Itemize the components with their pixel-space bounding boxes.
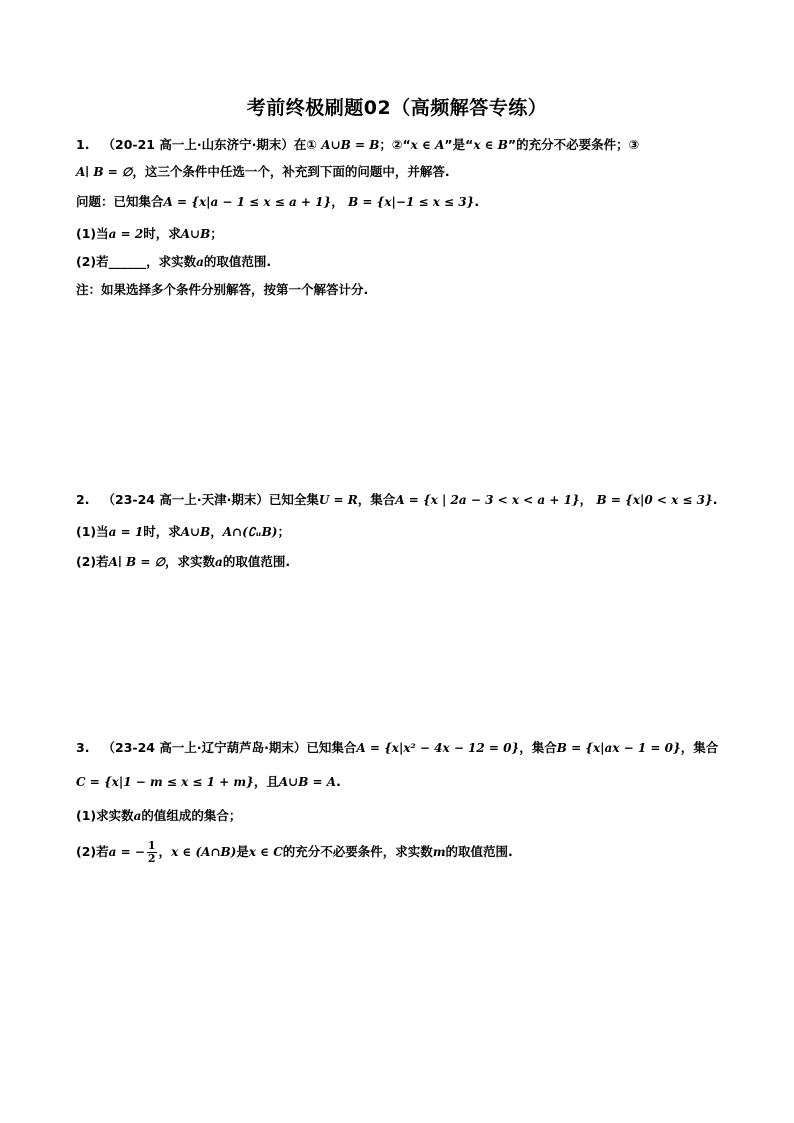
text: ，这三个条件中任选一个，补充到下面的问题中，并解答. <box>132 164 450 179</box>
text: 若 <box>96 554 109 569</box>
question-3-part-1 <box>76 806 716 826</box>
text: 当 <box>96 226 109 241</box>
text: ， <box>210 524 223 539</box>
math: B = {x|−1 ≤ x ≤ 3} <box>348 195 475 209</box>
math: C = {x|1 − m ≤ x ≤ 1 + m} <box>76 775 254 789</box>
question-2-part-2 <box>76 552 716 572</box>
question-1-note <box>76 280 716 300</box>
question-number: 2. <box>76 492 90 507</box>
text: 求实数 <box>96 808 134 823</box>
question-1-stem-line-1 <box>76 135 716 155</box>
text: 的取值范围. <box>445 844 513 859</box>
text: ； <box>277 524 290 539</box>
text: ，集合 <box>519 740 557 755</box>
part-label: (2) <box>76 844 97 859</box>
part-label: (2) <box>76 254 97 269</box>
question-number: 3. <box>76 740 90 755</box>
text: ， <box>579 492 593 507</box>
math: A∪B = B <box>321 138 380 152</box>
text: . <box>336 774 341 789</box>
question-2-stem <box>76 490 716 510</box>
math: a = − <box>108 845 145 859</box>
question-3-stem-line-1 <box>76 738 719 758</box>
part-label: (2) <box>76 554 97 569</box>
math: A∪B = A <box>278 775 337 789</box>
question-1-stem-line-2 <box>76 162 716 182</box>
part-label: (1) <box>76 808 97 823</box>
part-label: (1) <box>76 226 97 241</box>
question-1-part-1 <box>76 224 716 244</box>
text: ；②“ <box>379 137 411 152</box>
math: A∣ B = ∅ <box>76 165 133 179</box>
math: A = {x|a − 1 ≤ x ≤ a + 1} <box>163 195 332 209</box>
question-source: （23-24 高一上·天津·期末） <box>102 492 269 507</box>
text: 的充分不必要条件，求实数 <box>282 844 433 859</box>
text: . <box>474 194 480 209</box>
part-label: (1) <box>76 524 97 539</box>
text: 当 <box>96 524 109 539</box>
fraction <box>147 840 157 865</box>
page-title: 考前终极刷题02（高频解答专练） <box>246 97 548 119</box>
text: ， <box>158 844 172 859</box>
math: x ∈ (A∩B) <box>171 845 237 859</box>
text: ，集合 <box>680 740 719 755</box>
question-number: 1. <box>76 137 90 152</box>
math: m <box>432 845 446 859</box>
text: 时，求 <box>143 524 181 539</box>
question-source: （20-21 高一上·山东济宁·期末） <box>102 137 294 152</box>
math: x ∈ B <box>473 138 508 152</box>
math: A∩(∁ᵤB) <box>222 525 278 539</box>
question-3-stem-line-2 <box>76 772 716 792</box>
question-1-part-2 <box>76 252 716 272</box>
text: 的值组成的集合； <box>141 808 242 823</box>
math: B = {x|ax − 1 = 0} <box>556 741 681 755</box>
math: a <box>196 255 204 269</box>
text: ， <box>331 194 344 209</box>
fraction-numerator: 1 <box>147 839 156 852</box>
text: 注：如果选择多个条件分别解答，按第一个解答计分. <box>76 282 369 297</box>
text: 在① <box>293 137 317 152</box>
math: U = R <box>318 493 358 507</box>
text: ； <box>210 226 223 241</box>
text: 已知全集 <box>268 492 319 507</box>
question-1-stem-line-3 <box>76 192 716 212</box>
math: B = {x|0 < x ≤ 3} <box>596 493 713 507</box>
math: A∪B <box>180 525 211 539</box>
math: A = {x|x² − 4x − 12 = 0} <box>356 741 520 755</box>
question-2-part-1 <box>76 522 716 542</box>
math: a = 2 <box>108 227 144 241</box>
text: ，集合 <box>357 492 396 507</box>
text: 的取值范围. <box>222 554 291 569</box>
text: 若______，求实数 <box>96 254 197 269</box>
math: A = {x | 2a − 3 < x < a + 1} <box>395 493 580 507</box>
text: ，求实数 <box>165 554 216 569</box>
text: 已知集合 <box>306 740 357 755</box>
fraction-denominator: 2 <box>147 852 156 865</box>
math: a <box>133 809 142 823</box>
text: ，且 <box>253 774 279 789</box>
math: x ∈ A <box>410 138 445 152</box>
math: A∣ B = ∅ <box>108 555 166 569</box>
text: . <box>712 492 718 507</box>
math: A∪B <box>180 227 211 241</box>
question-3-part-2 <box>76 840 716 865</box>
text: ”的充分不必要条件；③ <box>507 137 640 152</box>
text: 的取值范围. <box>203 254 272 269</box>
text: ”是“ <box>444 137 474 152</box>
text: 时，求 <box>143 226 181 241</box>
text: 若 <box>96 844 109 859</box>
text: 是 <box>236 844 249 859</box>
math: x ∈ C <box>248 845 283 859</box>
math: a = 1 <box>108 525 144 539</box>
question-source: （23-24 高一上·辽宁葫芦岛·期末） <box>102 740 307 755</box>
math: a <box>215 555 223 569</box>
text: 问题：已知集合 <box>76 194 164 209</box>
